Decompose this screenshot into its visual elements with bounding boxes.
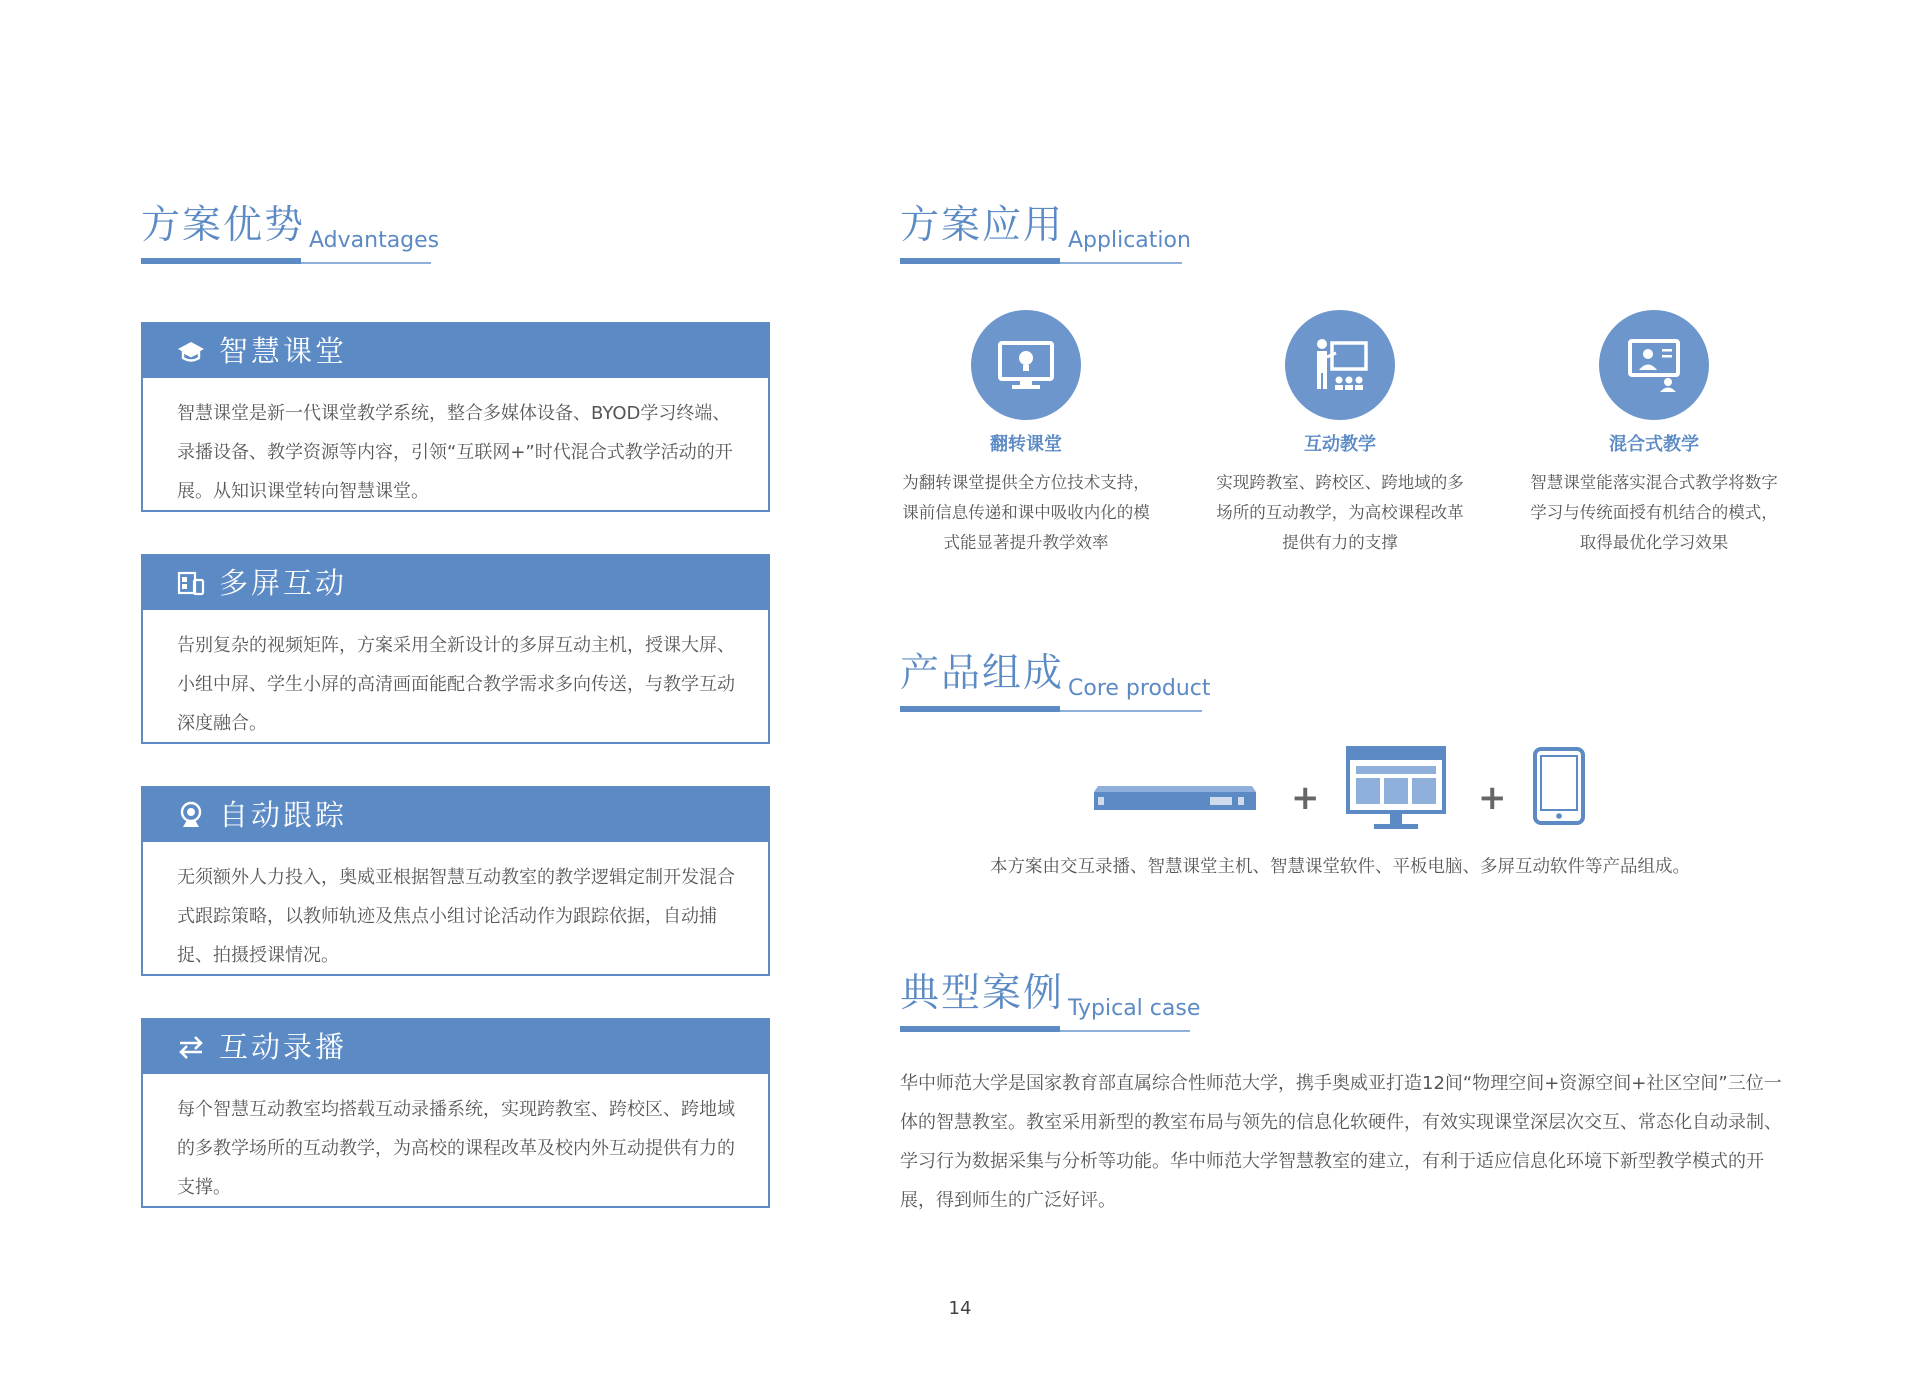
product-heading	[900, 648, 1211, 712]
card-header	[143, 556, 768, 610]
application-icon-circle	[1285, 310, 1395, 420]
card-text: 告别复杂的视频矩阵，方案采用全新设计的多屏互动主机，授课大屏、小组中屏、学生小屏的高清画面能配合教学需求多向传送，与教学互动深度融合。	[177, 635, 735, 734]
software-monitor-icon	[1346, 746, 1446, 832]
card-title: 多屏互动	[219, 566, 348, 600]
heading-underline-accent	[900, 1026, 1060, 1032]
graduation-cap-icon	[177, 337, 205, 365]
application-desc: 实现跨教室、跨校区、跨地域的多场所的互动教学，为高校课程改革提供有力的支撑	[1216, 473, 1464, 552]
heading-underline-accent	[900, 258, 1060, 264]
application-name: 混合式教学	[1609, 434, 1699, 455]
advantages-heading	[141, 200, 440, 264]
application-name: 翻转课堂	[990, 434, 1062, 455]
card-header	[143, 324, 768, 378]
application-desc: 智慧课堂能落实混合式教学将数字学习与传统面授有机结合的模式，取得最优化学习效果	[1530, 473, 1778, 552]
card-title: 自动跟踪	[219, 798, 348, 832]
card-text: 每个智慧互动教室均搭载互动录播系统，实现跨教室、跨校区、跨地域的多教学场所的互动教学，为高校的课程改革及校内外互动提供有力的支撑。	[177, 1099, 735, 1198]
case-heading	[900, 968, 1201, 1032]
card-text: 无须额外人力投入，奥威亚根据智慧互动教室的教学逻辑定制开发混合式跟踪策略，以教师轨迹及焦点小组讨论活动作为跟踪依据，自动捕捉、拍摄授课情况。	[177, 867, 735, 966]
application-icon-circle	[1599, 310, 1709, 420]
application-desc: 为翻转课堂提供全方位技术支持，课前信息传递和课中吸收内化的模式能显著提升教学效率	[902, 473, 1150, 552]
recording-host-device-icon	[1090, 784, 1260, 814]
card-header	[143, 788, 768, 842]
application-heading	[900, 200, 1191, 264]
application-interactive-teaching	[1190, 310, 1490, 558]
application-heading-cn: 方案应用	[900, 203, 1065, 248]
advantage-card-smart-classroom	[141, 322, 770, 512]
monitor-lightbulb-icon	[996, 335, 1056, 395]
application-name: 互动教学	[1304, 434, 1376, 455]
case-heading-en: Typical case	[1068, 996, 1201, 1021]
application-blended-learning	[1504, 310, 1804, 558]
teacher-board-icon	[1310, 335, 1370, 395]
case-heading-cn: 典型案例	[900, 971, 1065, 1016]
swap-arrows-icon	[177, 1033, 205, 1061]
plus-sign: +	[1291, 778, 1320, 818]
card-title: 互动录播	[219, 1030, 348, 1064]
advantage-card-auto-tracking	[141, 786, 770, 976]
advantages-heading-cn: 方案优势	[141, 203, 306, 248]
case-text: 华中师范大学是国家教育部直属综合性师范大学，携手奥威亚打造12间“物理空间+资源空间+社区空间”三位一体的智慧教室。教室采用新型的教室布局与领先的信息化软硬件，有效实现课堂深层次交互、常态化自动录制、学习行为数据采集与分析等功能。华中师范大学智慧教室的建立，有利于适应信息化环境下新型教学模式的开展，得到师生的广泛好评。	[900, 1073, 1782, 1211]
product-heading-en: Core product	[1068, 676, 1211, 701]
page-number: 14	[948, 1298, 972, 1319]
card-title: 智慧课堂	[219, 334, 348, 368]
application-flipped-classroom	[876, 310, 1176, 558]
multi-screen-icon	[177, 569, 205, 597]
heading-underline-accent	[141, 258, 301, 264]
products-caption: 本方案由交互录播、智慧课堂主机、智慧课堂软件、平板电脑、多屏互动软件等产品组成。	[990, 857, 1690, 877]
tablet-icon	[1532, 746, 1586, 826]
application-icon-circle	[971, 310, 1081, 420]
advantage-card-multi-screen	[141, 554, 770, 744]
online-class-icon	[1624, 335, 1684, 395]
card-header	[143, 1020, 768, 1074]
advantage-card-interactive-recording	[141, 1018, 770, 1208]
card-text: 智慧课堂是新一代课堂教学系统，整合多媒体设备、BYOD学习终端、录播设备、教学资源等内容，引领“互联网+”时代混合式教学活动的开展。从知识课堂转向智慧课堂。	[177, 403, 733, 502]
plus-sign: +	[1478, 778, 1507, 818]
application-heading-en: Application	[1068, 228, 1191, 253]
advantages-heading-en: Advantages	[309, 228, 440, 253]
product-heading-cn: 产品组成	[900, 651, 1065, 696]
webcam-icon	[177, 801, 205, 829]
heading-underline-accent	[900, 706, 1060, 712]
